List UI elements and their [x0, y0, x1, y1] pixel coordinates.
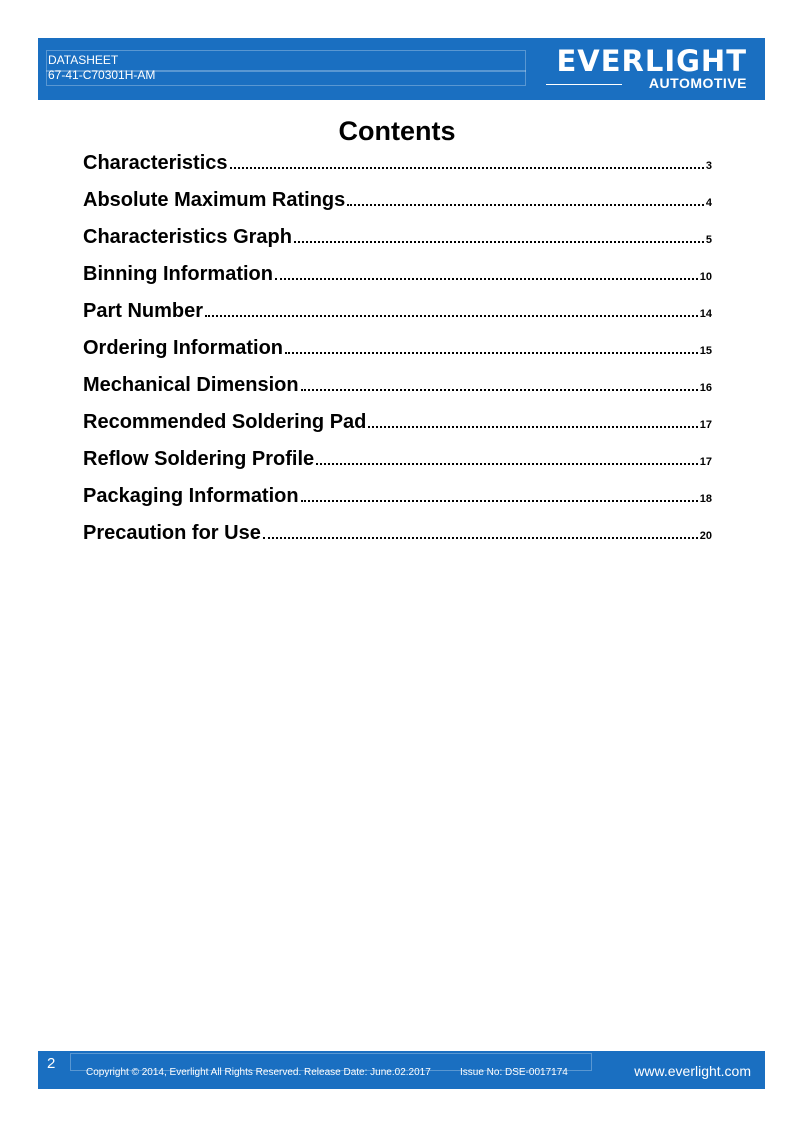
- toc-leader-dots: [285, 352, 698, 354]
- toc-entry-page: 5: [705, 234, 712, 246]
- toc-entry[interactable]: [83, 147, 712, 184]
- toc-entry-label: Characteristics: [83, 152, 228, 174]
- toc-leader-dots: [263, 537, 698, 539]
- toc-leader-dots: [294, 241, 704, 243]
- toc-entry-page: 10: [699, 271, 712, 283]
- toc-leader-dots: [230, 167, 704, 169]
- toc-entry-page: 15: [699, 345, 712, 357]
- page-title: Contents: [338, 116, 456, 146]
- toc-entry-label: Part Number: [83, 300, 204, 322]
- toc-entry[interactable]: [83, 332, 712, 369]
- toc-entry[interactable]: [83, 295, 712, 332]
- page-footer: [38, 1051, 765, 1089]
- toc-entry[interactable]: [83, 258, 712, 295]
- toc-entry[interactable]: [83, 480, 712, 517]
- toc-entry-label: Binning Information: [83, 263, 273, 285]
- automotive-logo-text: AUTOMOTIVE: [648, 75, 747, 91]
- page-header: [38, 38, 765, 100]
- toc-entry[interactable]: [83, 221, 712, 258]
- table-of-contents: [83, 147, 712, 554]
- toc-leader-dots: [368, 426, 697, 428]
- toc-entry-label: Packaging Information: [83, 485, 299, 507]
- toc-leader-dots: [301, 500, 698, 502]
- toc-entry-page: 14: [699, 308, 712, 320]
- toc-entry[interactable]: [83, 443, 712, 480]
- toc-entry-label: Reflow Soldering Profile: [83, 448, 315, 470]
- toc-entry-page: 17: [699, 456, 712, 468]
- toc-entry[interactable]: [83, 184, 712, 221]
- toc-entry-page: 18: [699, 493, 712, 505]
- toc-entry[interactable]: [83, 406, 712, 443]
- toc-entry-page: 4: [705, 197, 712, 209]
- toc-entry-label: Ordering Information: [83, 337, 283, 359]
- toc-entry[interactable]: [83, 517, 712, 554]
- footer-issue-number: Issue No: DSE-0017174: [460, 1067, 568, 1078]
- datasheet-label: DATASHEET: [48, 53, 119, 67]
- toc-leader-dots: [316, 463, 698, 465]
- toc-leader-dots: [275, 278, 698, 280]
- part-number-label: 67-41-C70301H-AM: [48, 68, 156, 82]
- footer-page-number: 2: [47, 1055, 56, 1072]
- toc-entry-label: Recommended Soldering Pad: [83, 411, 367, 433]
- logo-rule: [546, 84, 622, 85]
- toc-leader-dots: [205, 315, 698, 317]
- footer-website-link[interactable]: www.everlight.com: [634, 1063, 751, 1079]
- toc-entry-page: 16: [699, 382, 712, 394]
- everlight-logo: EVERLIGHT: [556, 44, 747, 78]
- toc-leader-dots: [347, 204, 704, 206]
- toc-entry-page: 17: [699, 419, 712, 431]
- toc-entry-label: Absolute Maximum Ratings: [83, 189, 346, 211]
- toc-entry-label: Characteristics Graph: [83, 226, 292, 248]
- footer-copyright: Copyright © 2014, Everlight All Rights Reserved. Release Date: June.02.2017: [86, 1067, 431, 1078]
- toc-leader-dots: [301, 389, 698, 391]
- toc-entry-page: 3: [705, 160, 712, 172]
- toc-entry-page: 20: [699, 530, 712, 542]
- toc-entry[interactable]: [83, 369, 712, 406]
- toc-entry-label: Precaution for Use: [83, 522, 261, 544]
- toc-entry-label: Mechanical Dimension: [83, 374, 299, 396]
